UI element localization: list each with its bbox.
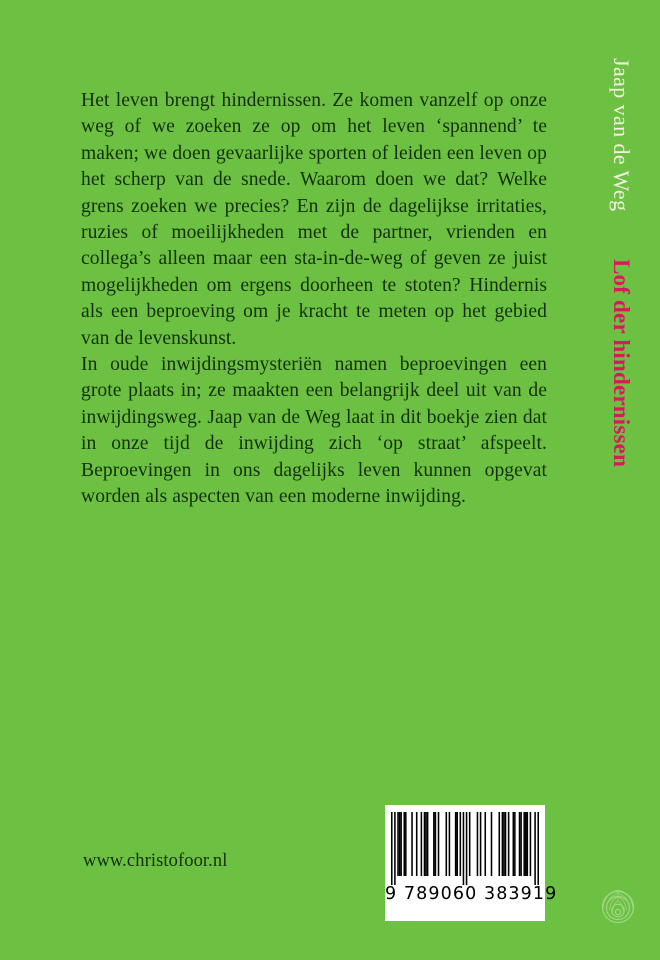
barcode-bars xyxy=(391,812,539,885)
book-spine xyxy=(596,0,646,960)
blurb-text-block xyxy=(81,88,547,511)
isbn-barcode-digits: 9 789060 383919 xyxy=(385,884,558,904)
spine-book-title: Lof der hindernissen xyxy=(609,259,634,468)
christofoor-logo-icon xyxy=(598,886,638,930)
blurb-paragraph-2: In oude inwijdingsmysteriën namen beproevingen een grote plaats in; ze maakten een belangrijk deel uit van de inwijdingsweg. Jaap van de Weg laat in dit boekje zien dat in onze tijd de inwijding zich ‘op straat’ afspeelt. Beproevingen in ons dagelijks leven kunnen opgevat worden als aspecten van een moderne inwijding. xyxy=(81,354,547,508)
publisher-website: www.christofoor.nl xyxy=(83,851,228,871)
spine-author-name: Jaap van de Weg xyxy=(609,58,634,212)
isbn-barcode-panel xyxy=(385,805,558,921)
blurb-paragraph-1: Het leven brengt hindernissen. Ze komen vanzelf op onze weg of we zoeken ze op om het leven ‘spannend’ te maken; we doen gevaarlijke sporten of leiden een leven op het scherp van de snede. Waarom doen we dat? Welke grens zoeken we precies? En zijn de dagelijkse irritaties, ruzies of moeilijkheden met de partner, vrienden en collega’s alleen maar een sta-in-de-weg of geven ze juist mogelijkheden om ergens doorheen te stoten? Hindernis als een beproeving om je kracht te meten op het gebied van de levenskunst. xyxy=(81,90,547,349)
